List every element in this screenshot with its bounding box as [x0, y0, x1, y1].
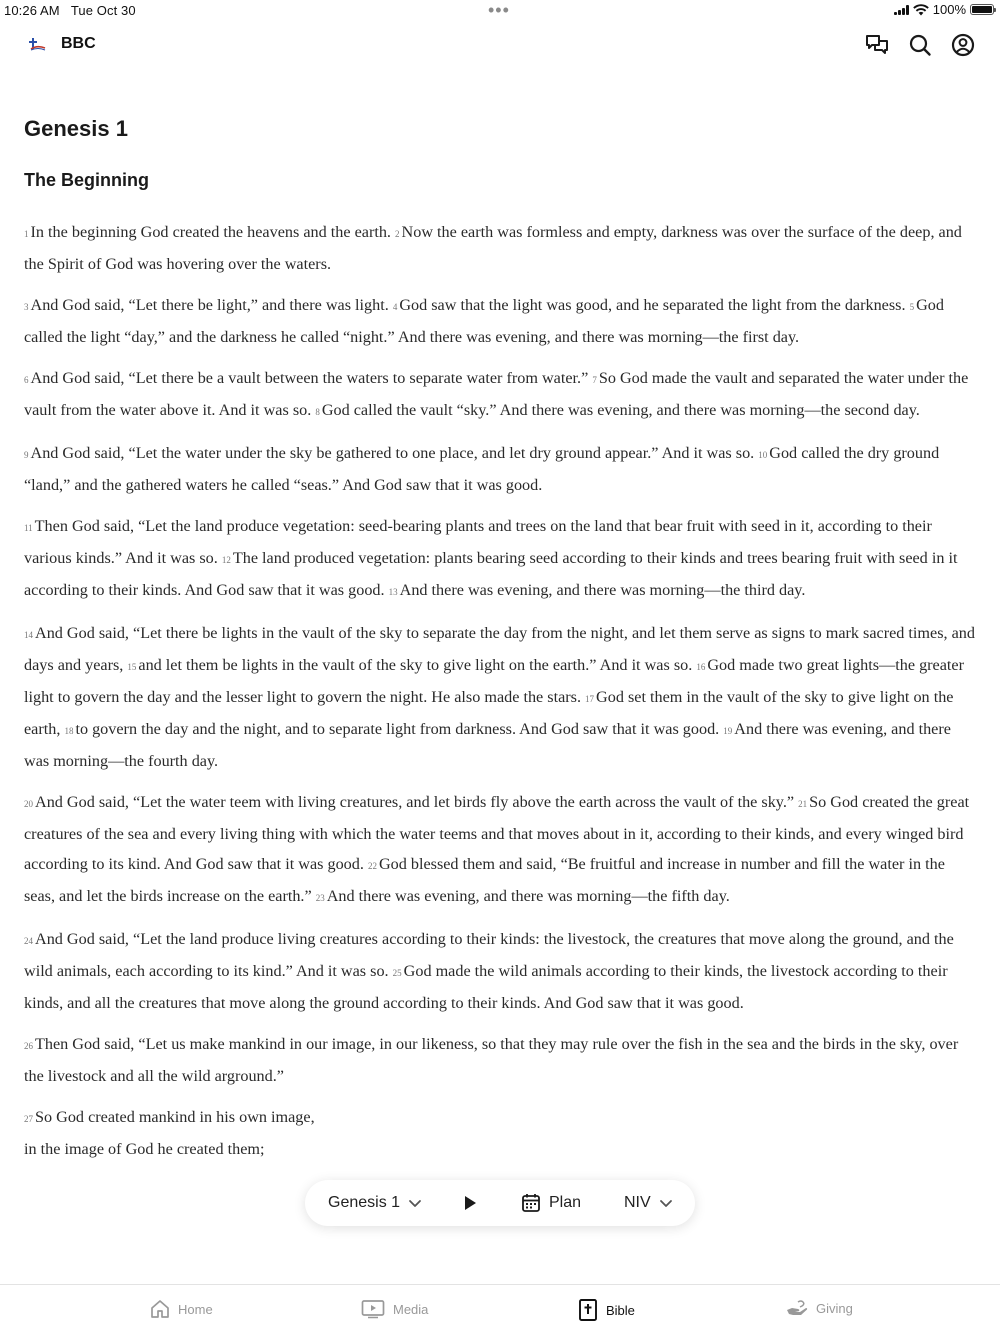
verse-text[interactable]: In the beginning God created the heavens and the earth.: [30, 223, 391, 241]
home-icon: [150, 1299, 170, 1319]
verse-text[interactable]: And God said, “Let there be a vault between the waters to separate water from water.”: [30, 369, 589, 387]
scripture-text: [24, 217, 979, 1164]
verse-text[interactable]: And there was evening, and there was morning—the third day.: [399, 581, 806, 599]
tab-label: Giving: [816, 1300, 853, 1316]
version-selector-label: NIV: [624, 1194, 651, 1211]
verse-number[interactable]: 17: [585, 694, 595, 704]
verse-number[interactable]: 15: [127, 662, 137, 672]
reading-plan-button[interactable]: [521, 1193, 581, 1213]
scripture-paragraph: [24, 1029, 979, 1091]
reader-controls: [305, 1180, 695, 1226]
verse-text[interactable]: God made the wild animals according to their kinds, the livestock according to their kinds, and all the creatures that move along the ground according to their kinds. And God saw that it was good.: [24, 962, 948, 1012]
verse-number[interactable]: 4: [392, 302, 398, 312]
verse-number[interactable]: 9: [24, 450, 29, 460]
verse-text[interactable]: God called the light “day,” and the darkness he called “night.” And there was evening, and there was morning—the first day.: [24, 296, 944, 346]
verse-text[interactable]: And God said, “Let the water under the sky be gathered to one place, and let dry ground appear.” And it was so.: [30, 444, 755, 462]
reading-plan-label: Plan: [549, 1194, 582, 1211]
chat-icon[interactable]: [864, 32, 890, 58]
chapter-selector-label: Genesis 1: [328, 1194, 401, 1211]
verse-number[interactable]: 12: [221, 555, 231, 565]
scripture-paragraph: [24, 290, 979, 352]
verse-text[interactable]: God set them in the vault of the sky to give light on the earth,: [24, 688, 954, 738]
verse-text[interactable]: Then God said, “Let us make mankind in our image, in our likeness, so that they may rule over the fish in the sea and the birds in the sky, over the livestock and all the wild ar: [24, 1035, 959, 1085]
status-date-text: Tue Oct 30: [70, 3, 136, 18]
verse-text[interactable]: in the image of God he created them;: [24, 1140, 265, 1158]
status-time: [4, 3, 136, 18]
chevron-down-icon: [408, 1199, 422, 1208]
chevron-down-icon: [659, 1199, 673, 1208]
verse-number[interactable]: 5: [909, 302, 915, 312]
verse-number[interactable]: 11: [24, 523, 33, 533]
media-icon: [361, 1299, 385, 1319]
scripture-paragraph: [24, 618, 979, 776]
chapter-selector[interactable]: [328, 1194, 422, 1212]
verse-text[interactable]: The land produced vegetation: plants bearing seed according to their kinds and trees bearing fruit with seed in it according to their kinds. And God saw that it was good.: [24, 549, 958, 599]
verse-text[interactable]: And God said, “Let the land produce living creatures according to their kinds: the livestock, the creatures that move along the ground, and the wild animals, each according to its kind.” And it was so.: [24, 930, 954, 980]
verse-number[interactable]: 10: [758, 450, 768, 460]
verse-text[interactable]: So God created the great creatures of the sea and every living thing with which the water teems and that moves about in it, according to their kinds, and every winged bird according to its kind. And God saw that it was good.: [24, 793, 970, 873]
battery-percent: 100%: [932, 2, 966, 17]
battery-icon: [970, 4, 994, 15]
multitasking-dots-icon[interactable]: •••: [488, 0, 510, 20]
scripture-paragraph: [24, 217, 979, 279]
verse-text[interactable]: God called the vault “sky.” And there was evening, and there was morning—the second day.: [321, 401, 920, 419]
giving-icon: [786, 1299, 808, 1317]
tab-giving[interactable]: [786, 1299, 853, 1317]
verse-number[interactable]: 14: [24, 630, 33, 640]
section-heading: The Beginning: [24, 170, 149, 190]
battery-level-fill: [972, 6, 992, 13]
verse-text[interactable]: And God said, “Let the water teem with living creatures, and let birds fly above the earth across the vault of the sky.”: [35, 793, 795, 811]
audio-play-button[interactable]: [461, 1194, 479, 1212]
verse-text[interactable]: ground.”: [226, 1067, 284, 1085]
verse-number[interactable]: 26: [24, 1041, 33, 1051]
verse-number[interactable]: 24: [24, 936, 33, 946]
calendar-icon: [521, 1193, 541, 1213]
version-selector[interactable]: [624, 1194, 673, 1212]
verse-number[interactable]: 3: [24, 302, 29, 312]
verse-text[interactable]: Then God said, “Let the land produce vegetation: seed-bearing plants and trees on the land that bear fruit with seed in it, according to their various kinds.” And it was so.: [24, 517, 932, 567]
verse-text[interactable]: And there was evening, and there was morning—the fifth day.: [326, 887, 730, 905]
status-bar: [0, 0, 1000, 20]
verse-number[interactable]: 6: [24, 375, 29, 385]
verse-text[interactable]: So God made the vault and separated the water under the vault from the water above it. And it was so.: [24, 369, 969, 419]
verse-number[interactable]: 21: [798, 799, 808, 809]
play-icon: [461, 1194, 479, 1212]
verse-number[interactable]: 19: [723, 726, 733, 736]
verse-text[interactable]: to govern the day and the night, and to separate light from darkness. And God saw that it was good.: [75, 720, 720, 738]
search-icon[interactable]: [907, 32, 933, 58]
verse-number[interactable]: 13: [388, 587, 398, 597]
tab-label: Home: [178, 1301, 213, 1317]
scripture-poem: [24, 1102, 979, 1164]
verse-number[interactable]: 20: [24, 799, 33, 809]
profile-icon[interactable]: [950, 32, 976, 58]
app-header: [0, 28, 1000, 62]
verse-number[interactable]: 1: [24, 229, 29, 239]
verse-text[interactable]: God blessed them and said, “Be fruitful and increase in number and fill the water in the seas, and let the birds increase on the earth.”: [24, 855, 945, 905]
wifi-icon: [913, 4, 929, 16]
church-logo-icon[interactable]: [28, 37, 46, 51]
scripture-paragraph: [24, 787, 979, 913]
status-time-text: 10:26 AM: [4, 3, 60, 18]
verse-number[interactable]: 23: [315, 893, 325, 903]
scripture-paragraph: [24, 363, 979, 427]
verse-number[interactable]: 2: [395, 229, 400, 239]
tab-label: Bible: [606, 1302, 635, 1318]
verse-number[interactable]: 22: [367, 861, 377, 871]
verse-number[interactable]: 7: [592, 375, 597, 385]
poem-line: [24, 1102, 979, 1134]
tab-media[interactable]: [361, 1299, 428, 1319]
verse-text[interactable]: Now the earth was formless and empty, darkness was over the surface of the deep, and the Spirit of God was hovering over the waters.: [24, 223, 962, 273]
bible-reader: [24, 116, 979, 1164]
verse-number[interactable]: 27: [24, 1114, 33, 1124]
verse-number[interactable]: 8: [315, 407, 320, 417]
verse-number[interactable]: 18: [64, 726, 74, 736]
verse-text[interactable]: And God said, “Let there be lights in the vault of the sky to separate the day from the night, and let them serve as signs to mark sacred times, and days and years,: [24, 624, 975, 674]
verse-text[interactable]: So God created mankind in his own image,: [35, 1108, 315, 1126]
verse-text[interactable]: God made two great lights—the greater light to govern the day and the lesser light to govern the night. He also made the stars.: [24, 656, 964, 706]
status-right: [894, 2, 994, 17]
verse-number[interactable]: 16: [696, 662, 706, 672]
verse-text[interactable]: and let them be lights in the vault of the sky to give light on the earth.” And it was so.: [138, 656, 693, 674]
tab-bible[interactable]: [578, 1299, 635, 1321]
bible-icon: [578, 1299, 598, 1321]
verse-text[interactable]: And there was evening, and there was morning—the fourth day.: [24, 720, 951, 770]
tab-home[interactable]: [150, 1299, 213, 1319]
tab-label: Media: [393, 1301, 429, 1317]
verse-number[interactable]: 25: [392, 968, 402, 978]
chapter-title: Genesis 1: [24, 116, 128, 141]
app-title[interactable]: BBC: [61, 35, 96, 52]
scripture-paragraph: [24, 438, 979, 500]
scripture-paragraph: [24, 924, 979, 1018]
verse-text[interactable]: God saw that the light was good, and he separated the light from the darkness.: [399, 296, 906, 314]
verse-text[interactable]: And God said, “Let there be light,” and there was light.: [30, 296, 389, 314]
scripture-paragraph: [24, 511, 979, 607]
poem-line: [24, 1134, 979, 1164]
verse-text[interactable]: God called the dry ground “land,” and the gathered waters he called “seas.” And God saw that it was good.: [24, 444, 940, 494]
cellular-signal-icon: [894, 5, 909, 15]
tab-bar: [0, 1284, 1000, 1334]
